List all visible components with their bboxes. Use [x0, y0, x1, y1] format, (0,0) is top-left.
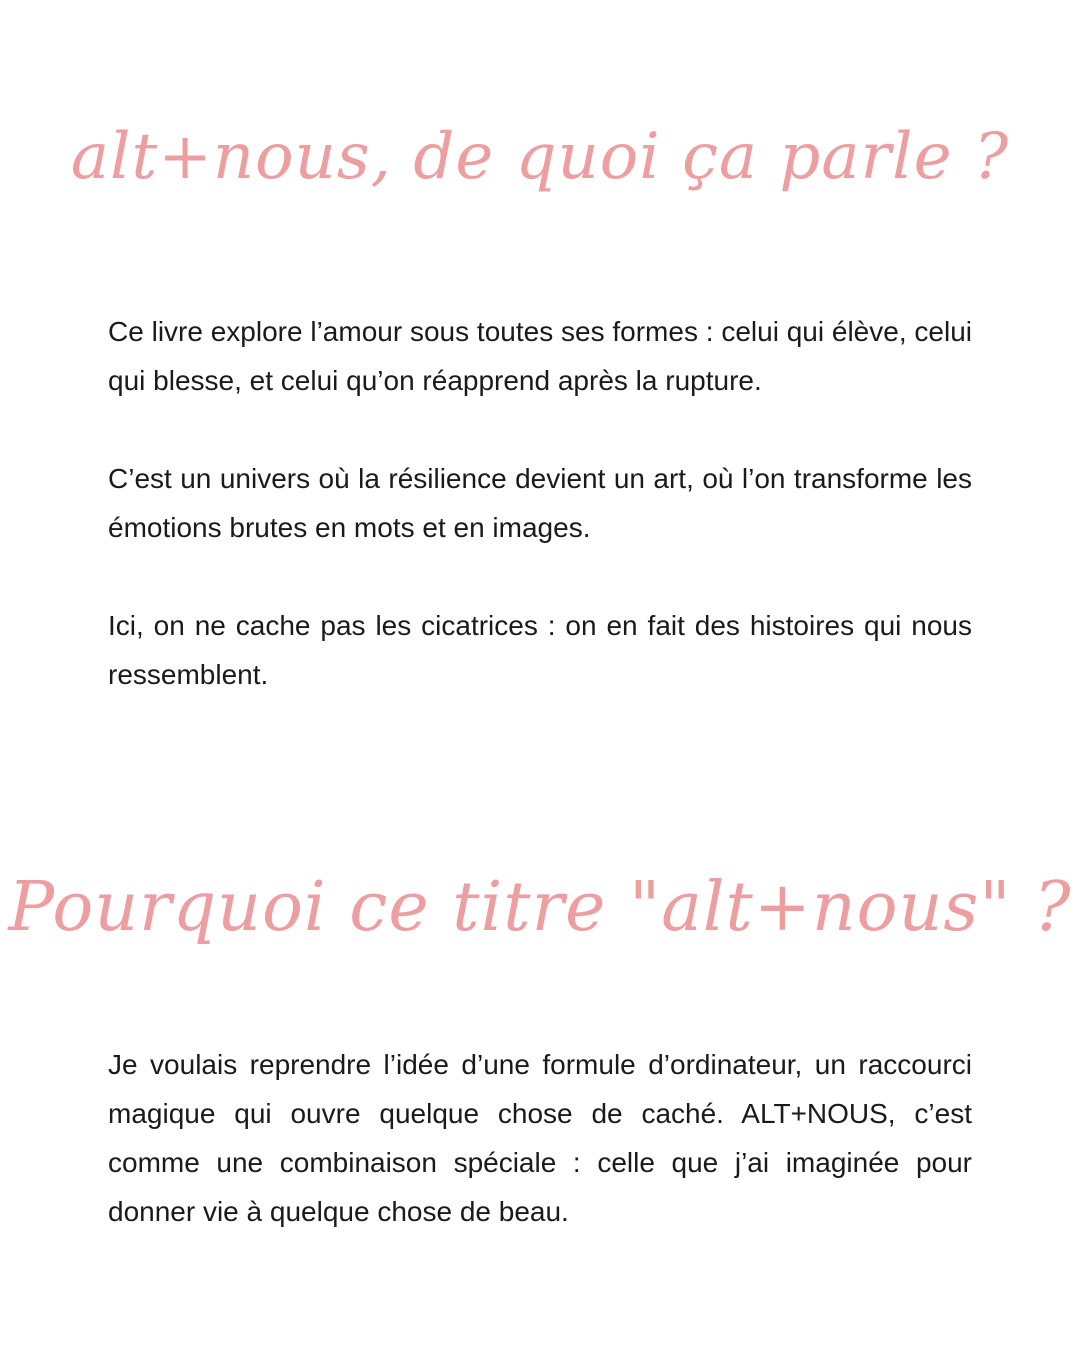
- section-2-body: [108, 1040, 972, 1236]
- section-1-body: [108, 307, 972, 699]
- section-2-heading: Pourquoi ce titre "alt+nous" ?: [8, 868, 1072, 947]
- section-1-heading: alt+nous, de quoi ça parle ?: [70, 120, 1010, 194]
- paragraph: Je voulais reprendre l’idée d’une formule d’ordinateur, un raccourci magique qui ouvre quelque chose de caché. ALT+NOUS, c’est comme une combinaison spéciale : celle que j’ai imaginée pour donner vie à quelque chose de beau.: [108, 1049, 972, 1227]
- paragraph: Ici, on ne cache pas les cicatrices : on en fait des histoires qui nous ressemblent.: [108, 610, 972, 690]
- paragraph: C’est un univers où la résilience devient un art, où l’on transforme les émotions brutes en mots et en images.: [108, 463, 972, 543]
- paragraph: Ce livre explore l’amour sous toutes ses formes : celui qui élève, celui qui blesse, et celui qu’on réapprend après la rupture.: [108, 316, 972, 396]
